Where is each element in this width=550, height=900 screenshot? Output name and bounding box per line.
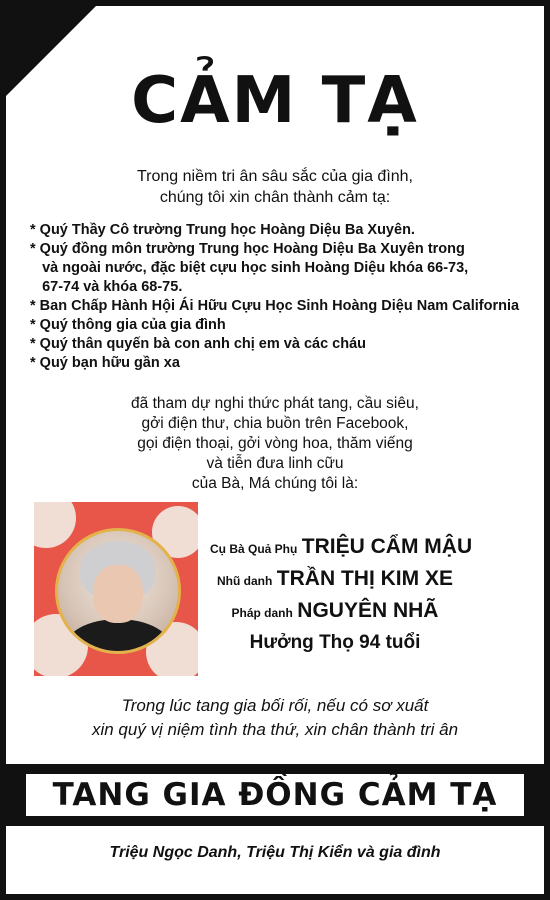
portrait-circle xyxy=(55,528,181,654)
family-signature: Triệu Ngọc Danh, Triệu Thị Kiển và gia đình xyxy=(109,844,441,861)
attendance-line: đã tham dự nghi thức phát tang, cầu siêu, xyxy=(131,395,419,412)
attendance-text xyxy=(6,394,544,494)
list-item: 67-74 và khóa 68-75. xyxy=(30,279,183,295)
portrait-coat xyxy=(64,619,172,654)
attendance-line: và tiễn đưa linh cữu xyxy=(206,455,344,472)
maiden-name-line xyxy=(210,566,460,594)
deceased-info xyxy=(210,534,473,660)
list-item: * Ban Chấp Hành Hội Ái Hữu Cựu Học Sinh Hoàng Diệu Nam California xyxy=(30,298,520,314)
attendance-line: gởi điện thư, chia buồn trên Facebook, xyxy=(141,415,409,432)
intro-line: chúng tôi xin chân thành cảm tạ: xyxy=(159,189,391,206)
page-title: CẢM TẠ xyxy=(131,64,419,138)
name-prefix: Nhũ danh xyxy=(217,574,273,588)
list-item: * Quý bạn hữu gần xa xyxy=(30,355,180,371)
thanks-list xyxy=(30,221,534,373)
list-item: và ngoài nước, đặc biệt cựu học sinh Hoàng Diệu khóa 66-73, xyxy=(30,260,469,276)
name-prefix: Pháp danh xyxy=(231,606,293,620)
apology-line: Trong lúc tang gia bối rối, nếu có sơ xuất xyxy=(121,696,429,715)
intro-text xyxy=(6,166,544,208)
attendance-line: gọi điện thoại, gởi vòng hoa, thăm viếng xyxy=(137,435,413,452)
name-prefix: Cụ Bà Quả Phụ xyxy=(210,542,298,556)
attendance-line: của Bà, Má chúng tôi là: xyxy=(191,475,359,492)
memorial-photo xyxy=(34,502,198,676)
list-item: * Quý đồng môn trường Trung học Hoàng Diệu Ba Xuyên trong xyxy=(30,241,465,257)
list-item: * Quý thân quyến bà con anh chị em và các cháu xyxy=(30,336,367,352)
intro-line: Trong niềm tri ân sâu sắc của gia đình, xyxy=(137,168,413,185)
age-line: Hưởng Thọ 94 tuổi xyxy=(249,632,421,653)
dharma-name-line xyxy=(210,598,460,626)
portrait-face xyxy=(93,565,143,623)
deceased-name-line xyxy=(210,534,473,562)
flower-decoration xyxy=(34,502,76,548)
banner-band xyxy=(6,764,544,826)
apology-line: xin quý vị niệm tình tha thứ, xin chân thành tri ân xyxy=(91,720,459,739)
banner-text: TANG GIA ĐỒNG CẢM TẠ xyxy=(26,774,524,816)
dharma-name: NGUYÊN NHÃ xyxy=(297,599,439,622)
apology-text xyxy=(6,694,544,742)
list-item: * Quý Thầy Cô trường Trung học Hoàng Diệu Ba Xuyên. xyxy=(30,222,415,238)
list-item: * Quý thông gia của gia đình xyxy=(30,317,226,333)
maiden-name: TRẦN THỊ KIM XE xyxy=(276,567,453,590)
deceased-name: TRIỆU CẨM MẬU xyxy=(301,535,473,558)
